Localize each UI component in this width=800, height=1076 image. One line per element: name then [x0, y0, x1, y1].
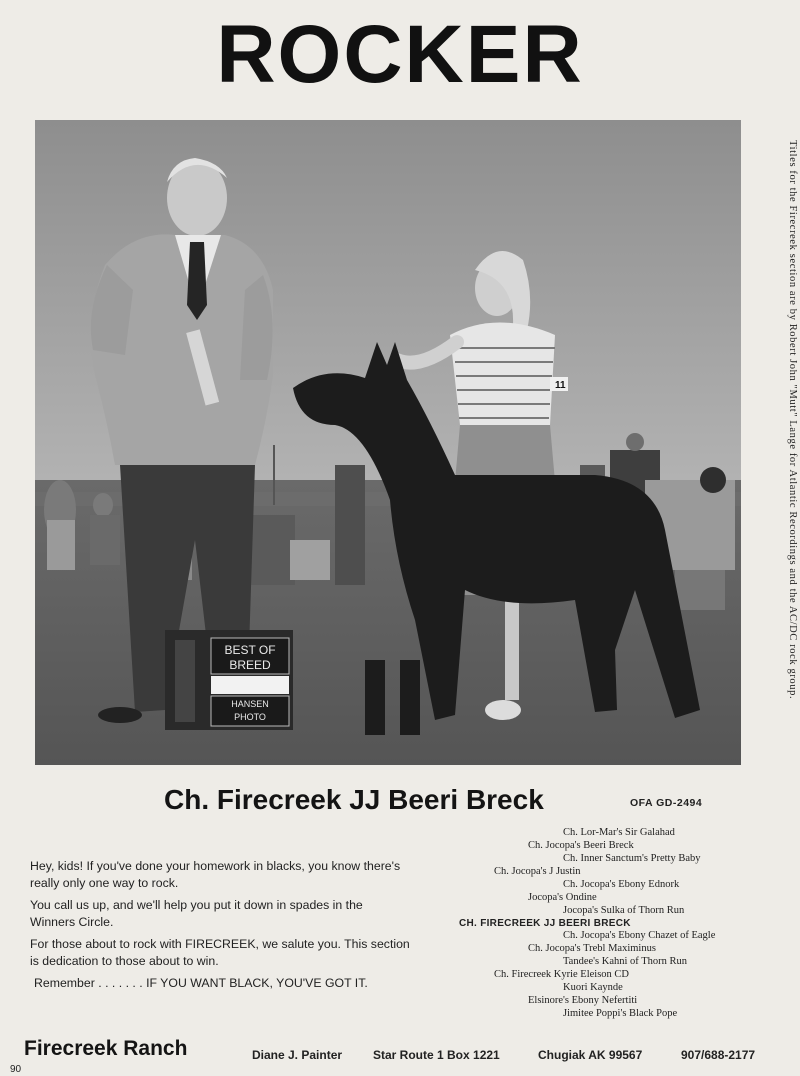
- armband-number: 11: [555, 380, 566, 391]
- pedigree-entry: Kuori Kaynde: [563, 982, 623, 993]
- sign-line-3: HANSEN: [231, 699, 269, 709]
- pedigree-entry: Jimitee Poppi's Black Pope: [563, 1008, 678, 1019]
- dog-name: Ch. Firecreek JJ Beeri Breck: [164, 784, 544, 815]
- footer-address: Star Route 1 Box 1221: [373, 1048, 500, 1062]
- body-paragraph-1: Hey, kids! If you've done your homework in blacks, you know there's really only one way to rock.: [30, 859, 401, 890]
- show-photo-illustration: [35, 120, 741, 765]
- body-copy: [30, 858, 410, 998]
- pedigree-entry: Ch. Inner Sanctum's Pretty Baby: [563, 853, 701, 864]
- pedigree-entry: Ch. Lor-Mar's Sir Galahad: [563, 827, 675, 838]
- pedigree-entry: Elsinore's Ebony Nefertiti: [528, 995, 638, 1006]
- pedigree-entry: Ch. Jocopa's Ebony Ednork: [563, 879, 680, 890]
- body-paragraph-2: You call us up, and we'll help you put it down in spades in the Winners Circle.: [30, 898, 363, 929]
- pedigree-entry: Jocopa's Ondine: [528, 892, 597, 903]
- footer-brand: Firecreek Ranch: [24, 1037, 188, 1060]
- page-number: 90: [10, 1064, 22, 1075]
- body-paragraph-4: Remember . . . . . . . IF YOU WANT BLACK, YOU'VE GOT IT.: [34, 976, 368, 990]
- body-paragraph-3: For those about to rock with FIRECREEK, we salute you. This section is dedication to those about to win.: [30, 937, 410, 968]
- footer-city: Chugiak AK 99567: [538, 1048, 643, 1062]
- sign-line-4: PHOTO: [234, 712, 266, 722]
- best-of-breed-sign: [165, 630, 293, 730]
- ofa-rating: OFA GD-2494: [630, 797, 703, 809]
- pedigree-entry: Ch. Jocopa's J Justin: [494, 866, 581, 877]
- headline: ROCKER: [216, 9, 584, 100]
- pedigree-entry: Jocopa's Sulka of Thorn Run: [563, 905, 685, 916]
- pedigree-entry: Ch. Jocopa's Beeri Breck: [528, 840, 634, 851]
- sign-line-1: BEST OF: [224, 643, 276, 657]
- pedigree-entry: Ch. Jocopa's Trebl Maximinus: [528, 943, 656, 954]
- show-photo: [35, 120, 741, 765]
- side-credit: Titles for the Firecreek section are by Robert John "Mutt" Lange for Atlantic Recordings and the AC/DC rock group.: [787, 140, 798, 700]
- pedigree-entry: Ch. Firecreek Kyrie Eleison CD: [494, 969, 630, 980]
- pedigree-subject: CH. FIRECREEK JJ BEERI BRECK: [459, 918, 631, 929]
- footer-phone: 907/688-2177: [681, 1048, 756, 1062]
- pedigree-entry: Tandee's Kahni of Thorn Run: [563, 956, 688, 967]
- pedigree-entry: Ch. Jocopa's Ebony Chazet of Eagle: [563, 930, 716, 941]
- sign-line-2: BREED: [229, 658, 271, 672]
- footer-owner: Diane J. Painter: [252, 1048, 343, 1062]
